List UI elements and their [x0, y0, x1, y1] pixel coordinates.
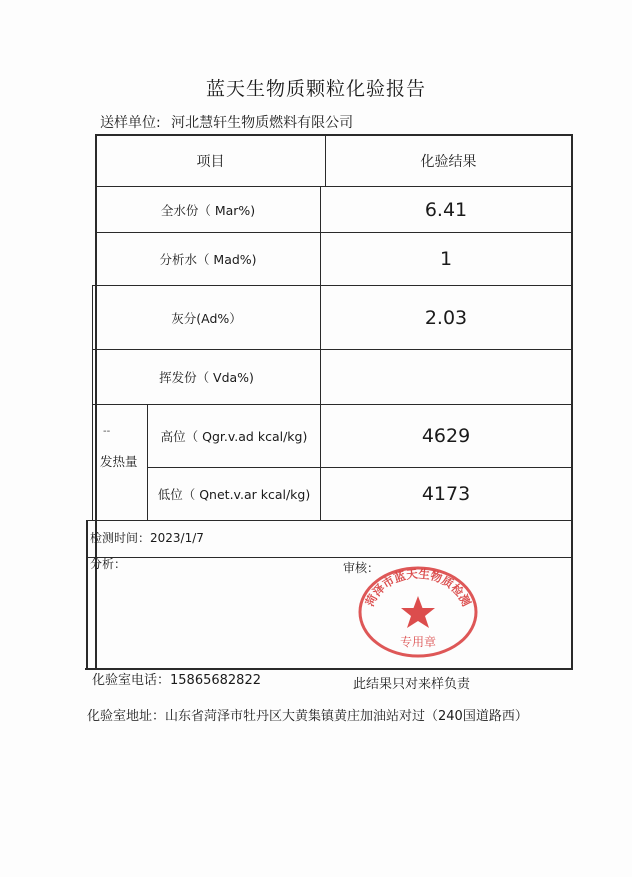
seal-star-icon	[401, 596, 435, 628]
row-result-heat-net: 4173	[421, 483, 471, 505]
seal-bottom-text: 专用章	[399, 635, 437, 649]
row-result-heat-gross: 4629	[421, 425, 471, 447]
heat-group-label: 发热量	[100, 454, 138, 469]
sender-label: 送样单位:	[100, 115, 161, 131]
row-item-ash: 灰分(Ad%）	[171, 310, 242, 326]
sender-value: 河北慧轩生物质燃料有限公司	[171, 115, 354, 131]
row-item-moisture-analysis: 分析水（ Mad%)	[159, 252, 257, 267]
disclaimer: 此结果只对来样负责	[353, 677, 471, 692]
row-item-heat-gross: 高位（ Qgr.v.ad kcal/kg)	[160, 429, 308, 444]
row-result-moisture-total: 6.41	[424, 198, 468, 221]
header-result: 化验结果	[420, 153, 477, 170]
header-item: 项目	[196, 153, 225, 170]
row-result-ash: 2.03	[424, 306, 468, 329]
row-item-volatile: 挥发份（ Vda%)	[159, 370, 254, 385]
analysis-label: 分析：	[90, 557, 127, 571]
test-time: 检测时间：2023/1/7	[90, 531, 204, 545]
row-result-volatile	[321, 350, 571, 404]
seal-arc-text: 菏泽市蓝天生物质检测	[362, 566, 474, 609]
lab-address: 化验室地址：山东省菏泽市牡丹区大黄集镇黄庄加油站对过（240国道路西）	[87, 709, 528, 724]
sender-line	[100, 112, 353, 132]
row-item-heat-net: 低位（ Qnet.v.ar kcal/kg)	[157, 487, 311, 502]
lab-phone: 化验室电话：15865682822	[92, 673, 261, 688]
official-seal	[357, 566, 479, 658]
heat-group-mark: --	[103, 426, 111, 437]
row-result-moisture-analysis: 1	[439, 248, 453, 270]
review-label: 审核：	[343, 561, 380, 575]
row-item-moisture-total: 全水份（ Mar%)	[160, 202, 256, 218]
report-title: 蓝天生物质颗粒化验报告	[205, 78, 426, 100]
